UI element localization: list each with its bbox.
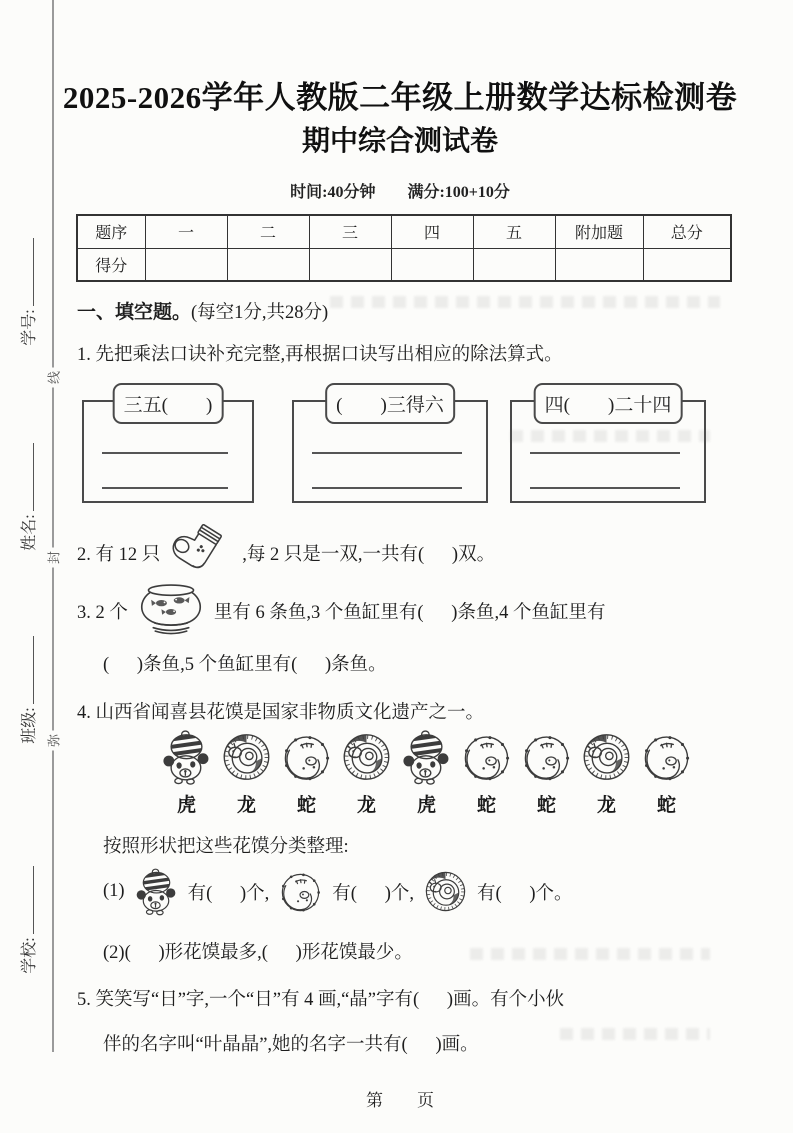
huamo-tiger-icon: [132, 866, 181, 917]
question4-sub1-line: [103, 866, 573, 917]
section1-heading-note: (每空1分,共28分): [191, 303, 329, 323]
huamo-dragon-icon: [421, 866, 470, 917]
school-label: 学校:: [21, 937, 38, 974]
score-table-score-row: [77, 248, 731, 281]
bleed-through-smudge: [470, 948, 710, 960]
binding-seal-line: [52, 0, 54, 1052]
answer-line: [102, 452, 228, 454]
huamo-label-row: [158, 790, 698, 817]
name-label: 姓名:: [21, 514, 38, 551]
question2-suffix: ,每 2 只是一双,一共有( )双。: [242, 545, 496, 565]
huamo-dragon-icon: [218, 727, 275, 787]
school-blank: [20, 866, 34, 934]
score-table-header-row: [77, 215, 731, 248]
huamo-label: 蛇: [536, 795, 556, 816]
huamo-snake-icon: [518, 727, 575, 787]
page-number-footer: 第 页: [366, 1091, 434, 1110]
score-header-cell: 总分: [643, 215, 731, 248]
question4-sort-text: 按照形状把这些花馍分类整理:: [103, 837, 349, 857]
bleed-through-smudge: [560, 1028, 710, 1040]
score-empty-cell: [391, 248, 473, 281]
question5-line1: 5. 笑笑写“日”字,一个“日”有 4 画,“晶”字有( )画。有个小伙: [77, 990, 565, 1010]
question3-line1-suffix: 里有 6 条鱼,3 个鱼缸里有( )条鱼,4 个鱼缸里有: [213, 603, 606, 623]
formula-box-3: [510, 395, 706, 503]
sub1-number: (1): [103, 881, 125, 901]
class-label: 班级:: [21, 707, 38, 744]
question2-prefix: 2. 有 12 只: [77, 545, 161, 565]
paper-title: 2025-2026学年人教版二年级上册数学达标检测卷: [62, 80, 738, 115]
question2-line: [77, 524, 495, 582]
huamo-label: 龙: [596, 795, 616, 816]
class-blank: [20, 636, 34, 704]
score-empty-cell: [555, 248, 643, 281]
answer-line: [312, 452, 462, 454]
seal-char-mi: 弥: [41, 731, 66, 751]
huamo-tiger-icon: [398, 727, 455, 787]
formula-box-2: [292, 395, 488, 503]
class-field: [16, 605, 40, 775]
student-id-field: [16, 207, 40, 377]
huamo-icon-row: [158, 727, 695, 787]
seal-char-feng: 封: [41, 548, 66, 568]
answer-line: [530, 487, 680, 489]
score-empty-cell: [473, 248, 555, 281]
name-blank: [20, 443, 34, 511]
sub1-seg2: 有( )个,: [332, 883, 414, 904]
question5-line2: 伴的名字叫“叶晶晶”,她的名字一共有( )画。: [103, 1035, 479, 1055]
question3-line2: ( )条鱼,5 个鱼缸里有( )条鱼。: [103, 655, 387, 675]
question3-prefix: 3. 2 个: [77, 603, 128, 623]
score-row-label: 得分: [77, 248, 145, 281]
time-score-info: 时间:40分钟 满分:100+10分: [290, 184, 510, 201]
answer-line: [312, 487, 462, 489]
name-field: [16, 412, 40, 582]
huamo-label: 蛇: [296, 795, 316, 816]
bleed-through-smudge: [330, 296, 720, 308]
question4-text: 4. 山西省闻喜县花馍是国家非物质文化遗产之一。: [77, 703, 485, 723]
formula-box-1: [82, 395, 254, 503]
sub1-seg1: 有( )个,: [187, 883, 270, 904]
score-empty-cell: [643, 248, 731, 281]
fishbowl-icon: [133, 582, 209, 640]
huamo-snake-icon: [458, 727, 515, 787]
formula-box-2-label: ( )三得六: [325, 383, 455, 424]
sock-icon: [165, 524, 237, 582]
score-header-cell: 附加题: [555, 215, 643, 248]
score-header-cell: 题序: [77, 215, 145, 248]
answer-line: [530, 452, 680, 454]
section1-heading-bold: 一、填空题。: [77, 302, 192, 323]
huamo-label: 虎: [176, 795, 196, 816]
seal-char-xian: 线: [41, 368, 66, 388]
score-header-cell: 三: [309, 215, 391, 248]
huamo-snake-icon: [278, 727, 335, 787]
formula-box-3-label: 四( )二十四: [534, 383, 683, 424]
section1-heading: [77, 297, 328, 324]
student-id-blank: [20, 238, 34, 306]
huamo-label: 龙: [356, 795, 376, 816]
score-header-cell: 五: [473, 215, 555, 248]
score-empty-cell: [145, 248, 227, 281]
paper-subtitle: 期中综合测试卷: [301, 126, 498, 157]
huamo-snake-icon: [276, 866, 325, 917]
huamo-dragon-icon: [338, 727, 395, 787]
huamo-label: 蛇: [656, 795, 676, 816]
student-id-label: 学号:: [21, 309, 38, 346]
score-table: [76, 214, 732, 282]
answer-line: [102, 487, 228, 489]
score-header-cell: 二: [227, 215, 309, 248]
score-header-cell: 一: [145, 215, 227, 248]
huamo-label: 蛇: [476, 795, 496, 816]
question3-line1: [77, 582, 605, 640]
bleed-through-smudge: [510, 430, 710, 442]
huamo-snake-icon: [638, 727, 695, 787]
huamo-dragon-icon: [578, 727, 635, 787]
huamo-tiger-icon: [158, 727, 215, 787]
huamo-label: 虎: [416, 795, 436, 816]
score-empty-cell: [227, 248, 309, 281]
score-header-cell: 四: [391, 215, 473, 248]
formula-box-1-label: 三五( ): [113, 383, 224, 424]
sub1-seg3: 有( )个。: [476, 883, 573, 904]
school-field: [16, 835, 40, 1005]
question1-text: 1. 先把乘法口诀补充完整,再根据口诀写出相应的除法算式。: [77, 345, 563, 365]
huamo-label: 龙: [236, 795, 256, 816]
score-empty-cell: [309, 248, 391, 281]
question4-sub2-line: (2)( )形花馍最多,( )形花馍最少。: [103, 943, 413, 963]
